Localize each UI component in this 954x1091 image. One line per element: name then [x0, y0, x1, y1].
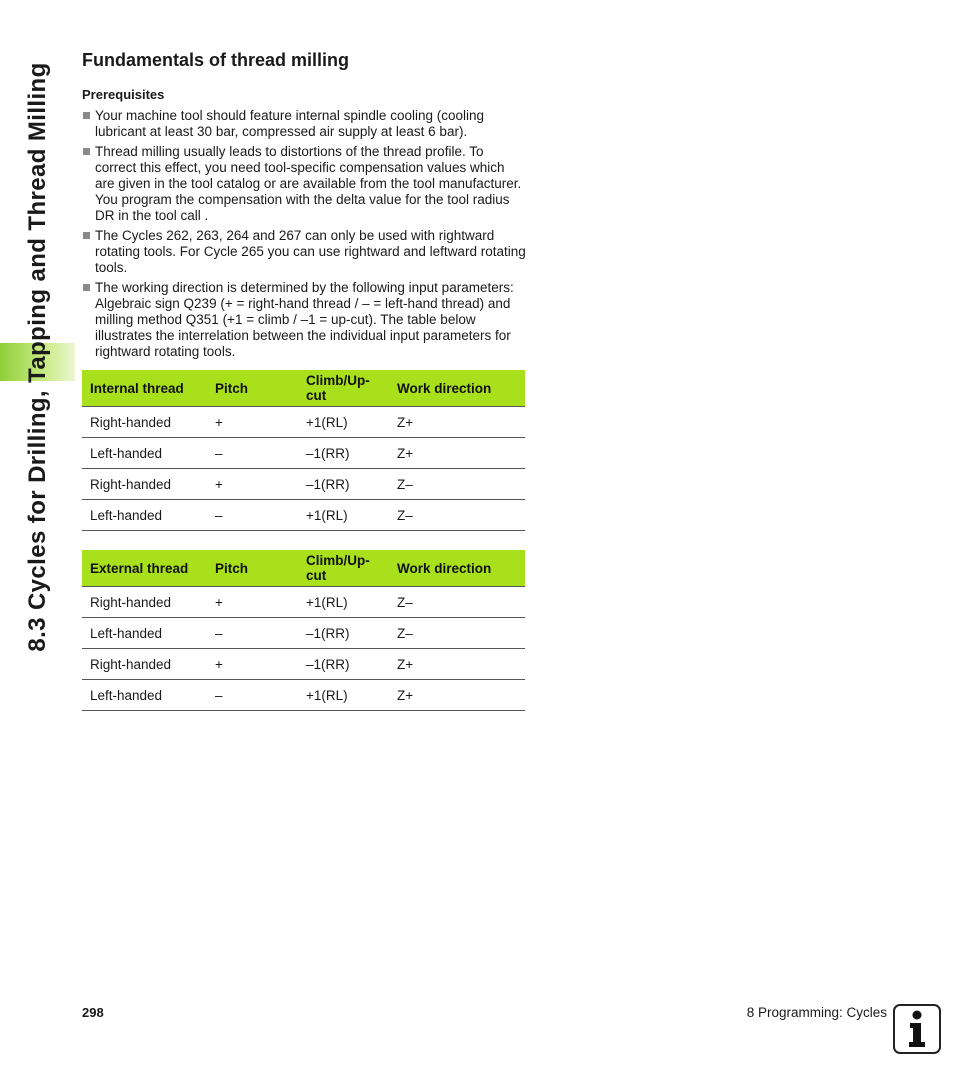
table-cell: +1(RL) [298, 500, 389, 531]
table-cell: Left-handed [82, 500, 207, 531]
table-cell: Z+ [389, 680, 525, 711]
list-item: The Cycles 262, 263, 264 and 267 can only be used with rightward rotating tools. For Cycle 265 you can use rightward and leftward rotating tools. [82, 228, 527, 276]
table-cell: – [207, 438, 298, 469]
table-cell: –1(RR) [298, 649, 389, 680]
info-icon [893, 1004, 941, 1054]
subheading-prerequisites: Prerequisites [82, 87, 165, 102]
table-header-cell: Internal thread [82, 370, 207, 407]
table-cell: Right-handed [82, 587, 207, 618]
table-cell: – [207, 680, 298, 711]
table-row [82, 649, 525, 680]
table-cell: Left-handed [82, 438, 207, 469]
table-header-cell: Climb/Up-cut [298, 550, 389, 587]
table-row [82, 500, 525, 531]
table-cell: – [207, 618, 298, 649]
table-row [82, 438, 525, 469]
table-cell: +1(RL) [298, 407, 389, 438]
table-cell: Z– [389, 469, 525, 500]
bullet-square-icon [83, 284, 90, 291]
prerequisites-list [82, 108, 527, 360]
table-row [82, 680, 525, 711]
table-cell: Z– [389, 500, 525, 531]
list-item: The working direction is determined by the following input parameters: Algebraic sign Q239 (+ = right-hand thread / – = left-hand thread) and milling method Q351 (+1 = climb / –1 = up-cut). The table below illustrates the interrelation between the individual input parameters for rightward rotating tools. [82, 280, 527, 360]
list-item: Your machine tool should feature internal spindle cooling (cooling lubricant at least 30 bar, compressed air supply at least 6 bar). [82, 108, 527, 140]
table-cell: Z+ [389, 438, 525, 469]
table-header-cell: Work direction [389, 370, 525, 407]
table-cell: +1(RL) [298, 680, 389, 711]
section-title: Fundamentals of thread milling [82, 50, 350, 70]
table-cell: –1(RR) [298, 438, 389, 469]
table-header-cell: Climb/Up-cut [298, 370, 389, 407]
table-row [82, 469, 525, 500]
page-number: 298 [82, 1005, 104, 1020]
table-row [82, 587, 525, 618]
table-cell: Left-handed [82, 618, 207, 649]
table-cell: Right-handed [82, 469, 207, 500]
table-header-cell: Pitch [207, 550, 298, 587]
table-row [82, 407, 525, 438]
table-header-cell: Work direction [389, 550, 525, 587]
table-cell: Left-handed [82, 680, 207, 711]
bullet-square-icon [83, 112, 90, 119]
table-cell: Z– [389, 587, 525, 618]
bullet-square-icon [83, 148, 90, 155]
table-row [82, 618, 525, 649]
table-cell: + [207, 407, 298, 438]
side-tab [0, 0, 75, 1091]
table-cell: – [207, 500, 298, 531]
table-header-cell: External thread [82, 550, 207, 587]
table-header-cell: Pitch [207, 370, 298, 407]
table-header-row [82, 370, 525, 407]
external-thread-table [82, 550, 525, 711]
table-header-row [82, 550, 525, 587]
side-chapter-title: 8.3 Cycles for Drilling, Tapping and Thread Milling [24, 62, 51, 652]
table-cell: Z– [389, 618, 525, 649]
table-cell: –1(RR) [298, 618, 389, 649]
table-cell: Z+ [389, 407, 525, 438]
table-cell: +1(RL) [298, 587, 389, 618]
list-item: Thread milling usually leads to distortions of the thread profile. To correct this effect, you need tool-specific compensation values which are given in the tool catalog or are available from the tool manufacturer. You program the compensation with the delta value for the tool radius DR in the tool call . [82, 144, 527, 224]
table-cell: + [207, 587, 298, 618]
table-cell: Right-handed [82, 407, 207, 438]
table-cell: + [207, 469, 298, 500]
page-content [82, 48, 527, 711]
internal-thread-table [82, 370, 525, 531]
bullet-square-icon [83, 232, 90, 239]
table-cell: –1(RR) [298, 469, 389, 500]
footer-chapter-title: 8 Programming: Cycles [746, 1005, 887, 1020]
table-cell: + [207, 649, 298, 680]
info-glyph [901, 1009, 933, 1049]
table-cell: Z+ [389, 649, 525, 680]
table-cell: Right-handed [82, 649, 207, 680]
